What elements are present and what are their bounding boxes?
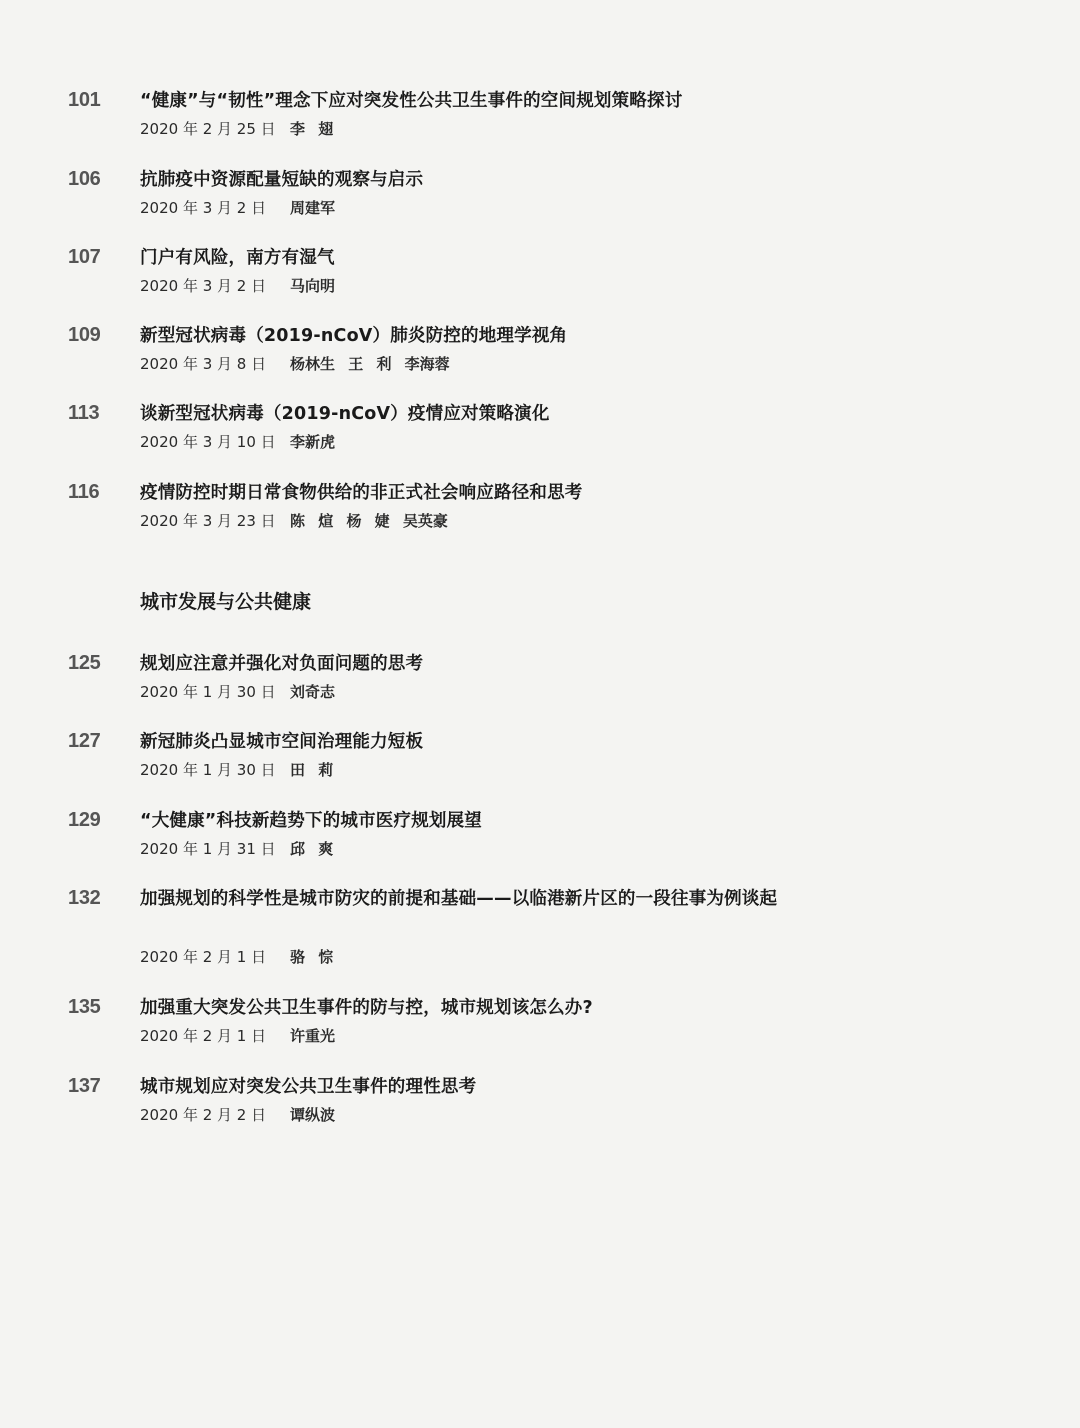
article-authors: 谭纵波 <box>290 1106 336 1124</box>
article-date: 2020 年 1 月 31 日 <box>140 840 276 858</box>
page-number: 106 <box>68 168 101 190</box>
page-number: 129 <box>68 809 101 831</box>
article-title: 新冠肺炎凸显城市空间治理能力短板 <box>140 732 424 752</box>
page-number: 116 <box>68 481 100 503</box>
article-meta <box>140 432 335 452</box>
article-meta <box>140 1105 335 1125</box>
article-authors: 邱 爽 <box>290 840 334 858</box>
article-title: “大健康”科技新趋势下的城市医疗规划展望 <box>140 811 483 831</box>
page-number: 127 <box>68 730 101 752</box>
article-date: 2020 年 2 月 25 日 <box>140 120 276 138</box>
page-number: 125 <box>68 652 101 674</box>
article-authors: 刘奇志 <box>290 683 336 701</box>
article-date: 2020 年 3 月 2 日 <box>140 277 267 295</box>
article-authors: 周建军 <box>290 199 336 217</box>
article-authors: 田 莉 <box>290 761 334 779</box>
page-number: 109 <box>68 324 101 346</box>
article-meta <box>140 276 335 296</box>
article-meta <box>140 760 333 780</box>
article-date: 2020 年 3 月 8 日 <box>140 355 267 373</box>
article-date: 2020 年 1 月 30 日 <box>140 683 276 701</box>
article-authors: 杨林生 王 利 李海蓉 <box>290 355 450 373</box>
article-meta <box>140 354 450 374</box>
article-date: 2020 年 2 月 1 日 <box>140 1027 267 1045</box>
article-title: 加强重大突发公共卫生事件的防与控，城市规划该怎么办? <box>140 998 593 1018</box>
article-title: 规划应注意并强化对负面问题的思考 <box>140 654 424 674</box>
article-title: 新型冠状病毒（2019-nCoV）肺炎防控的地理学视角 <box>140 326 568 346</box>
article-authors: 李新虎 <box>290 433 336 451</box>
article-authors: 陈 煊 杨 婕 吴英豪 <box>290 512 448 530</box>
article-authors: 马向明 <box>290 277 336 295</box>
article-meta <box>140 839 333 859</box>
article-title: 疫情防控时期日常食物供给的非正式社会响应路径和思考 <box>140 483 583 503</box>
page-number: 135 <box>68 996 101 1018</box>
article-meta <box>140 119 333 139</box>
article-meta <box>140 682 335 702</box>
page-number: 101 <box>68 89 101 111</box>
article-date: 2020 年 3 月 23 日 <box>140 512 276 530</box>
article-title: 城市规划应对突发公共卫生事件的理性思考 <box>140 1077 477 1097</box>
article-title: 抗肺疫中资源配量短缺的观察与启示 <box>140 170 424 190</box>
article-authors: 李 翅 <box>290 120 334 138</box>
article-meta <box>140 947 333 967</box>
page-number: 132 <box>68 887 101 909</box>
page-number: 113 <box>68 402 100 424</box>
article-authors: 许重光 <box>290 1027 336 1045</box>
page-number: 137 <box>68 1075 101 1097</box>
article-date: 2020 年 3 月 2 日 <box>140 199 267 217</box>
article-date: 2020 年 2 月 2 日 <box>140 1106 267 1124</box>
page-number: 107 <box>68 246 101 268</box>
article-title: 加强规划的科学性是城市防灾的前提和基础——以临港新片区的一段往事为例谈起 <box>140 889 778 909</box>
article-title: 谈新型冠状病毒（2019-nCoV）疫情应对策略演化 <box>140 404 550 424</box>
article-meta <box>140 198 335 218</box>
article-date: 2020 年 2 月 1 日 <box>140 948 267 966</box>
article-date: 2020 年 3 月 10 日 <box>140 433 276 451</box>
section-heading: 城市发展与公共健康 <box>140 591 312 613</box>
article-title: 门户有风险，南方有湿气 <box>140 248 335 268</box>
article-authors: 骆 悰 <box>290 948 334 966</box>
article-date: 2020 年 1 月 30 日 <box>140 761 276 779</box>
article-meta <box>140 511 448 531</box>
article-title: “健康”与“韧性”理念下应对突发性公共卫生事件的空间规划策略探讨 <box>140 91 683 111</box>
article-meta <box>140 1026 335 1046</box>
